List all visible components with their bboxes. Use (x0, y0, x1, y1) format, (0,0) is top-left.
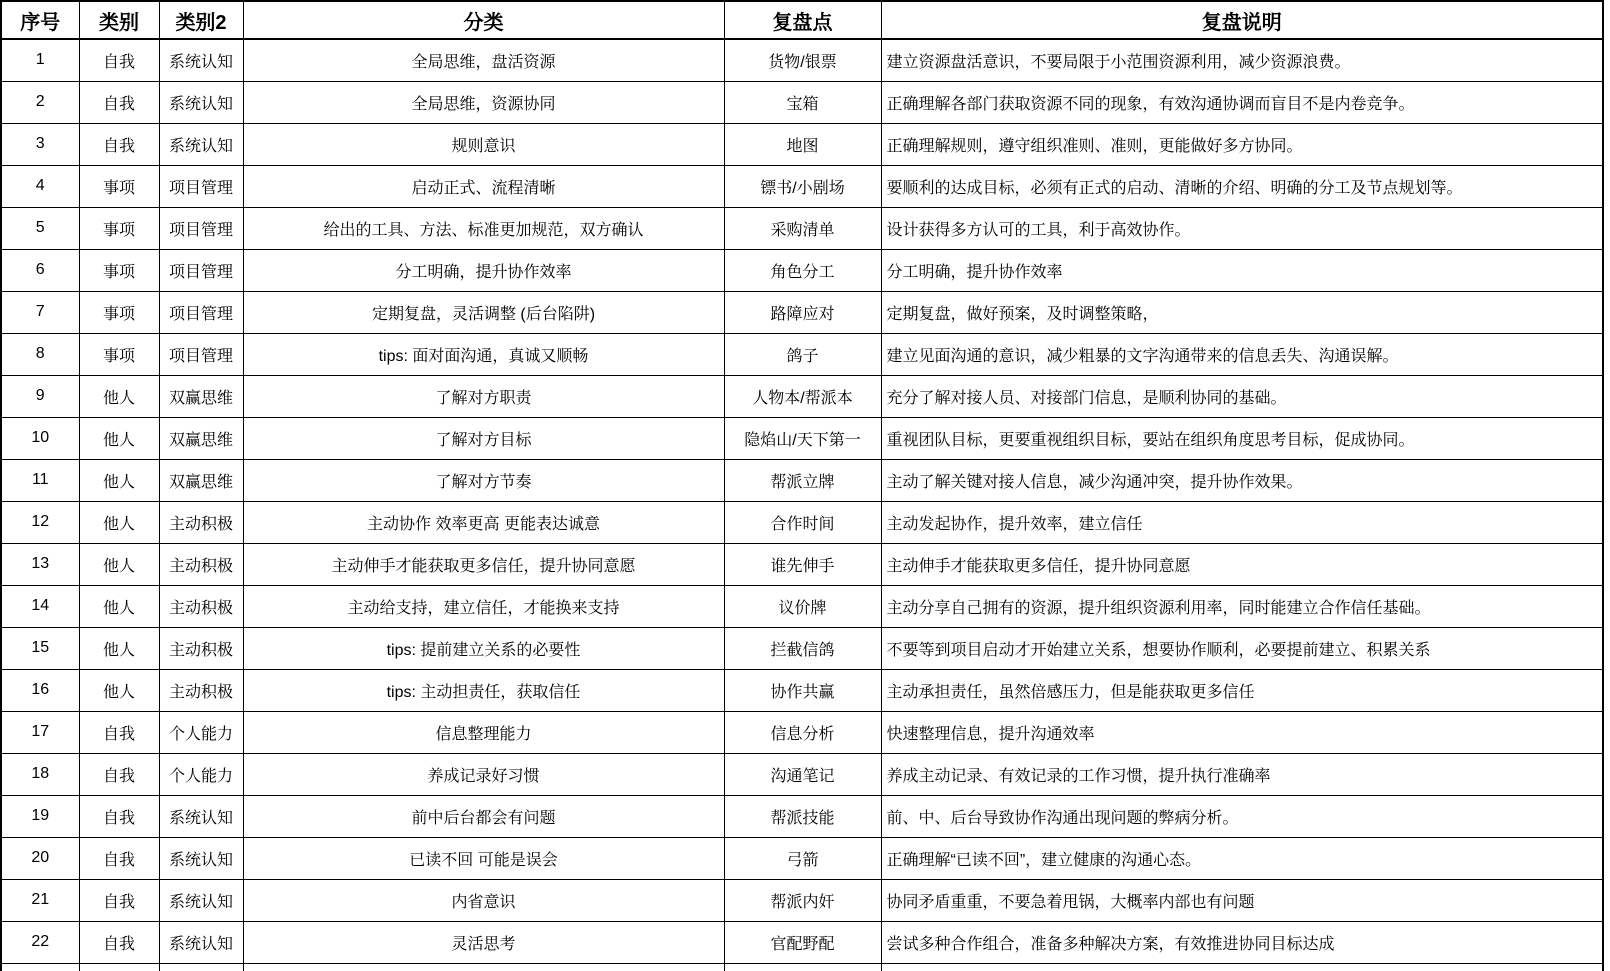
table-row (1, 795, 1603, 837)
cell-category2: 项目管理 (159, 165, 243, 207)
table-row (1, 711, 1603, 753)
cell-classification: 前中后台都会有问题 (243, 795, 724, 837)
cell-no: 17 (1, 711, 79, 753)
cell-category2: 主动积极 (159, 627, 243, 669)
cell-review-note: 分工明确，提升协作效率 (881, 249, 1603, 291)
cell-no: 4 (1, 165, 79, 207)
cell-review-point: 镖书/小剧场 (724, 165, 881, 207)
cell-category: 事项 (79, 207, 159, 249)
cell-no: 19 (1, 795, 79, 837)
cell-review-note: 主动了解关键对接人信息，减少沟通冲突，提升协作效果。 (881, 459, 1603, 501)
table-row (1, 333, 1603, 375)
cell-category2: 个人能力 (159, 711, 243, 753)
table-row (1, 921, 1603, 963)
cell-classification: tips: 主动担责任，获取信任 (243, 669, 724, 711)
cell-review-note: 定期复盘，做好预案，及时调整策略， (881, 291, 1603, 333)
cell-no: 7 (1, 291, 79, 333)
cell-review-point: 拦截信鸽 (724, 627, 881, 669)
cell-category2: 个人能力 (159, 753, 243, 795)
cell-category: 他人 (79, 585, 159, 627)
cell-category: 事项 (79, 291, 159, 333)
table-row (1, 249, 1603, 291)
header-classification: 分类 (243, 1, 724, 39)
cell-no: 22 (1, 921, 79, 963)
cell-classification: 了解对方职责 (243, 375, 724, 417)
cell-category: 他人 (79, 459, 159, 501)
header-review-note: 复盘说明 (881, 1, 1603, 39)
table-row (1, 543, 1603, 585)
cell-review-note: 正确理解各部门获取资源不同的现象，有效沟通协调而盲目不是内卷竞争。 (881, 81, 1603, 123)
cell-no: 2 (1, 81, 79, 123)
table-row (1, 837, 1603, 879)
header-no: 序号 (1, 1, 79, 39)
table-row (1, 627, 1603, 669)
cell-classification: tips: 提前建立关系的必要性 (243, 627, 724, 669)
cell-classification: tips: 面对面沟通，真诚又顺畅 (243, 333, 724, 375)
cell-classification: 内省意识 (243, 879, 724, 921)
table-row (1, 81, 1603, 123)
cell-category: 自我 (79, 795, 159, 837)
cell-category: 事项 (79, 249, 159, 291)
cell-review-note: 尝试多种合作组合，准备多种解决方案，有效推进协同目标达成 (881, 921, 1603, 963)
cell-review-note: 建立见面沟通的意识，减少粗暴的文字沟通带来的信息丢失、沟通误解。 (881, 333, 1603, 375)
cell-review-point: 协作共赢 (724, 669, 881, 711)
cell-review-point: 信息分析 (724, 711, 881, 753)
cell-review-point: 货物/银票 (724, 39, 881, 81)
cell-classification: 全局思维，资源协同 (243, 81, 724, 123)
cell-review-note: 主动承担责任，虽然倍感压力，但是能获取更多信任 (881, 669, 1603, 711)
table-row (1, 39, 1603, 81)
cell-category: 事项 (79, 165, 159, 207)
cell-category: 他人 (79, 627, 159, 669)
cell-no: 12 (1, 501, 79, 543)
cell-category2: 主动积极 (159, 543, 243, 585)
cell-review-point: 谁先伸手 (724, 543, 881, 585)
cell-review-note: 协同矛盾重重，不要急着甩锅，大概率内部也有问题 (881, 879, 1603, 921)
cell-category: 自我 (79, 837, 159, 879)
cell-classification: 给出的工具、方法、标准更加规范，双方确认 (243, 207, 724, 249)
header-review-point: 复盘点 (724, 1, 881, 39)
table-row (1, 753, 1603, 795)
cell-review-note: 要顺利的达成目标，必须有正式的启动、清晰的介绍、明确的分工及节点规划等。 (881, 165, 1603, 207)
cell-category2: 主动积极 (159, 669, 243, 711)
table-row (1, 669, 1603, 711)
cell-review-point: 宝箱 (724, 81, 881, 123)
table-row (1, 501, 1603, 543)
cell-no: 20 (1, 837, 79, 879)
cell-review-point: 议价牌 (724, 585, 881, 627)
cell-review-note: 快速整理信息，提升沟通效率 (881, 711, 1603, 753)
header-row (1, 1, 1603, 39)
cell-classification: 规则意识 (243, 123, 724, 165)
cell-no: 6 (1, 249, 79, 291)
cell-category2: 系统认知 (159, 837, 243, 879)
cell-classification: 主动伸手才能获取更多信任，提升协同意愿 (243, 543, 724, 585)
cell-review-point: 人物本/帮派本 (724, 375, 881, 417)
cell-category2: 项目管理 (159, 249, 243, 291)
cell-review-note: 主动伸手才能获取更多信任，提升协同意愿 (881, 543, 1603, 585)
cell-no: 18 (1, 753, 79, 795)
table-header (1, 1, 1603, 39)
cell-category2: 系统认知 (159, 81, 243, 123)
cell-review-note: 主动分享自己拥有的资源，提升组织资源利用率，同时能建立合作信任基础。 (881, 585, 1603, 627)
table-partial-body (1, 963, 1603, 971)
table-row (1, 123, 1603, 165)
table-row (1, 879, 1603, 921)
cell-category: 自我 (79, 123, 159, 165)
cell-review-note: 重视团队目标，更要重视组织目标，要站在组织角度思考目标，促成协同。 (881, 417, 1603, 459)
cell-classification: 全局思维，盘活资源 (243, 39, 724, 81)
cell-review-point: 合作时间 (724, 501, 881, 543)
cell-review-note: 设计获得多方认可的工具，利于高效协作。 (881, 207, 1603, 249)
cell-no: 13 (1, 543, 79, 585)
cell-no: 14 (1, 585, 79, 627)
cell-category2: 项目管理 (159, 333, 243, 375)
cell-classification: 养成记录好习惯 (243, 753, 724, 795)
table-body (1, 39, 1603, 963)
table-row (1, 291, 1603, 333)
header-category: 类别 (79, 1, 159, 39)
cell-no: 3 (1, 123, 79, 165)
cell-review-point: 帮派内奸 (724, 879, 881, 921)
cell-review-point: 角色分工 (724, 249, 881, 291)
cell-review-point: 沟通笔记 (724, 753, 881, 795)
cell-no: 10 (1, 417, 79, 459)
cell-review-note: 养成主动记录、有效记录的工作习惯，提升执行准确率 (881, 753, 1603, 795)
cell-category: 他人 (79, 417, 159, 459)
cell-classification: 已读不回 可能是误会 (243, 837, 724, 879)
cell-no: 9 (1, 375, 79, 417)
cell-category2: 系统认知 (159, 39, 243, 81)
cell-classification: 启动正式、流程清晰 (243, 165, 724, 207)
cell-classification: 灵活思考 (243, 921, 724, 963)
cell-review-point: 官配野配 (724, 921, 881, 963)
cell-review-note: 前、中、后台导致协作沟通出现问题的弊病分析。 (881, 795, 1603, 837)
cell-no: 11 (1, 459, 79, 501)
cell-no: 1 (1, 39, 79, 81)
cell-category: 自我 (79, 39, 159, 81)
cell-category: 自我 (79, 711, 159, 753)
cell-no: 5 (1, 207, 79, 249)
cell-classification: 分工明确，提升协作效率 (243, 249, 724, 291)
cell-no: 15 (1, 627, 79, 669)
cell-category: 他人 (79, 375, 159, 417)
cell-review-note: 充分了解对接人员、对接部门信息，是顺利协同的基础。 (881, 375, 1603, 417)
cell-review-point: 地图 (724, 123, 881, 165)
cell-review-note: 正确理解“已读不回”，建立健康的沟通心态。 (881, 837, 1603, 879)
cell-review-point: 采购清单 (724, 207, 881, 249)
cell-category2: 系统认知 (159, 123, 243, 165)
cell-no: 8 (1, 333, 79, 375)
cell-review-note: 正确理解规则，遵守组织准则、准则，更能做好多方协同。 (881, 123, 1603, 165)
cell-classification: 主动给支持，建立信任，才能换来支持 (243, 585, 724, 627)
cell-classification: 定期复盘，灵活调整 (后台陷阱) (243, 291, 724, 333)
cell-category2: 项目管理 (159, 207, 243, 249)
table-row (1, 207, 1603, 249)
cell-category2: 双赢思维 (159, 375, 243, 417)
cell-classification: 信息整理能力 (243, 711, 724, 753)
cell-category: 自我 (79, 753, 159, 795)
cell-review-note: 不要等到项目启动才开始建立关系，想要协作顺利，必要提前建立、积累关系 (881, 627, 1603, 669)
cell-category: 事项 (79, 333, 159, 375)
cell-category2: 系统认知 (159, 921, 243, 963)
cell-classification: 了解对方节奏 (243, 459, 724, 501)
cell-category2: 双赢思维 (159, 459, 243, 501)
table-row (1, 375, 1603, 417)
table-row (1, 417, 1603, 459)
cell-category: 自我 (79, 879, 159, 921)
cell-review-point: 鸽子 (724, 333, 881, 375)
partial-next-row (1, 963, 1603, 971)
cell-category: 他人 (79, 669, 159, 711)
cell-category2: 主动积极 (159, 585, 243, 627)
cell-review-point: 帮派技能 (724, 795, 881, 837)
cell-review-point: 隐焰山/天下第一 (724, 417, 881, 459)
cell-review-point: 帮派立牌 (724, 459, 881, 501)
cell-category2: 双赢思维 (159, 417, 243, 459)
cell-review-point: 弓箭 (724, 837, 881, 879)
cell-category: 自我 (79, 921, 159, 963)
table-row (1, 585, 1603, 627)
cell-category: 他人 (79, 543, 159, 585)
table-row (1, 165, 1603, 207)
cell-category2: 系统认知 (159, 795, 243, 837)
cell-category: 他人 (79, 501, 159, 543)
table-row (1, 459, 1603, 501)
cell-category: 自我 (79, 81, 159, 123)
cell-review-note: 建立资源盘活意识，不要局限于小范围资源利用，减少资源浪费。 (881, 39, 1603, 81)
header-category2: 类别2 (159, 1, 243, 39)
cell-category2: 项目管理 (159, 291, 243, 333)
cell-category2: 系统认知 (159, 879, 243, 921)
cell-review-point: 路障应对 (724, 291, 881, 333)
cell-review-note: 主动发起协作，提升效率，建立信任 (881, 501, 1603, 543)
cell-no: 21 (1, 879, 79, 921)
cell-category2: 主动积极 (159, 501, 243, 543)
cell-classification: 了解对方目标 (243, 417, 724, 459)
cell-no: 16 (1, 669, 79, 711)
cell-classification: 主动协作 效率更高 更能表达诚意 (243, 501, 724, 543)
